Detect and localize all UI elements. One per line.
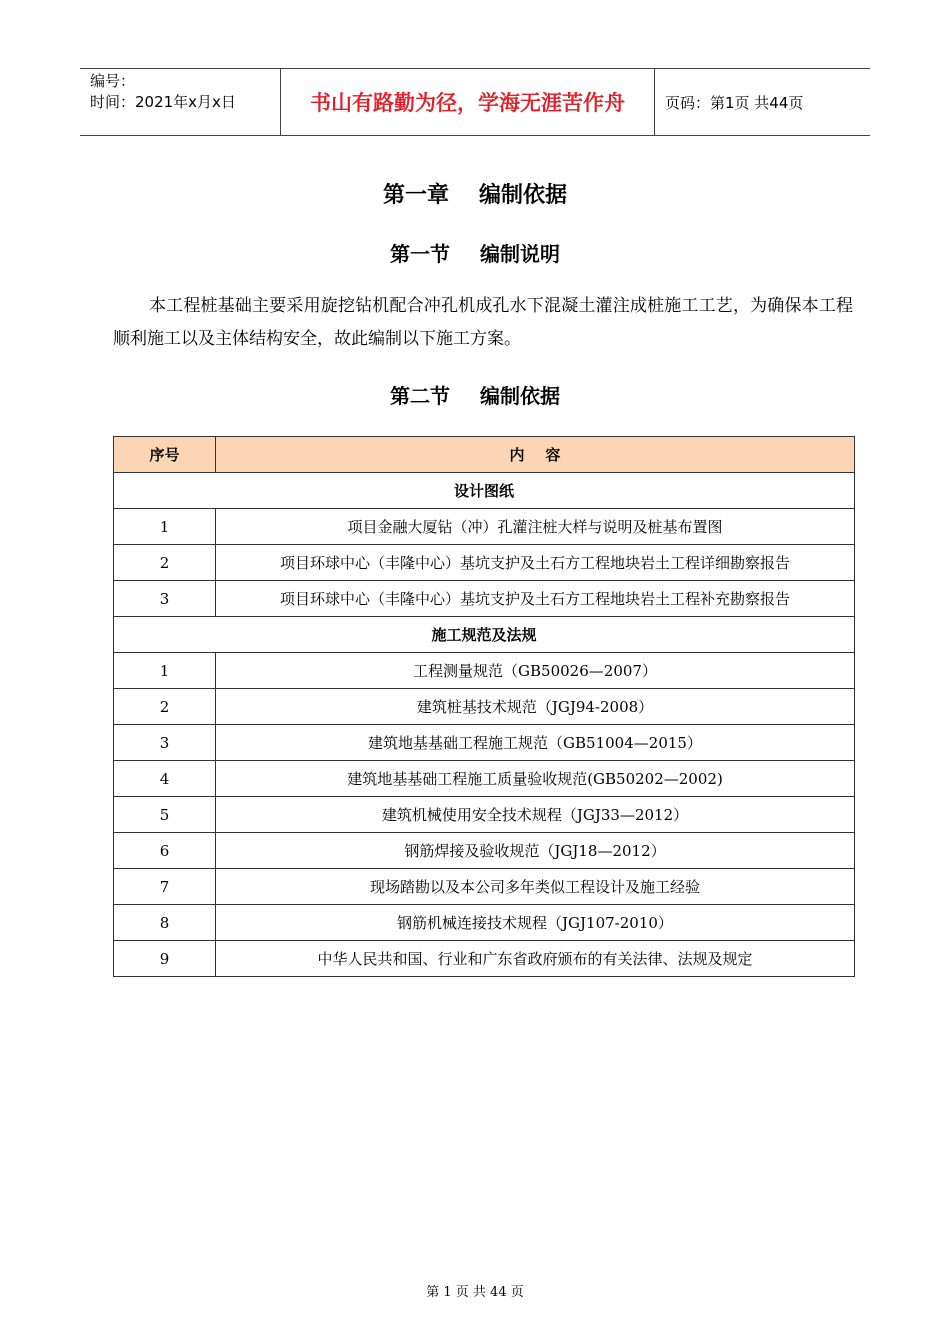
page-header	[80, 68, 870, 136]
table-row	[114, 941, 855, 977]
row-no: 8	[114, 905, 216, 941]
chapter-title	[0, 178, 950, 209]
row-content: 钢筋机械连接技术规程（JGJ107-2010）	[216, 905, 855, 941]
section1-title	[0, 238, 950, 267]
table-row	[114, 509, 855, 545]
header-no: 序号	[114, 437, 216, 473]
section2-title	[0, 380, 950, 409]
page-footer: 第 1 页 共 44 页	[426, 1285, 524, 1300]
row-content: 现场踏勘以及本公司多年类似工程设计及施工经验	[216, 869, 855, 905]
row-content: 建筑桩基技术规范（JGJ94-2008）	[216, 689, 855, 725]
row-content: 建筑地基基础工程施工质量验收规范(GB50202—2002)	[216, 761, 855, 797]
table-row	[114, 689, 855, 725]
table-row	[114, 905, 855, 941]
group-title-row	[114, 617, 855, 653]
row-no: 5	[114, 797, 216, 833]
row-no: 2	[114, 545, 216, 581]
header-number: 编号：	[90, 72, 136, 90]
row-no: 1	[114, 509, 216, 545]
section1-name: 编制说明	[480, 242, 560, 266]
group-title: 设计图纸	[114, 473, 855, 509]
group-title: 施工规范及法规	[114, 617, 855, 653]
table-header-row	[114, 437, 855, 473]
table-row	[114, 725, 855, 761]
table-row	[114, 833, 855, 869]
table-row	[114, 581, 855, 617]
row-content: 工程测量规范（GB50026—2007）	[216, 653, 855, 689]
table-row	[114, 797, 855, 833]
chapter-number: 第一章	[382, 183, 449, 208]
row-no: 3	[114, 725, 216, 761]
row-content: 项目环球中心（丰隆中心）基坑支护及土石方工程地块岩土工程补充勘察报告	[216, 581, 855, 617]
row-no: 7	[114, 869, 216, 905]
table-row	[114, 869, 855, 905]
intro-paragraph: 本工程桩基础主要采用旋挖钻机配合冲孔机成孔水下混凝土灌注成桩施工工艺，为确保本工程顺利施工以及主体结构安全，故此编制以下施工方案。	[113, 296, 853, 349]
section1-number: 第一节	[390, 242, 450, 266]
row-content: 项目环球中心（丰隆中心）基坑支护及土石方工程地块岩土工程详细勘察报告	[216, 545, 855, 581]
header-page-info: 页码：第1页 共44页	[665, 93, 804, 112]
group-title-row	[114, 473, 855, 509]
table-row	[114, 545, 855, 581]
header-meta	[80, 69, 281, 135]
section2-name: 编制依据	[480, 384, 560, 408]
section2-number: 第二节	[390, 384, 450, 408]
row-content: 钢筋焊接及验收规范（JGJ18—2012）	[216, 833, 855, 869]
row-no: 9	[114, 941, 216, 977]
row-content: 中华人民共和国、行业和广东省政府颁布的有关法律、法规及规定	[216, 941, 855, 977]
header-time: 时间：2021年x月x日	[90, 93, 236, 111]
row-no: 6	[114, 833, 216, 869]
row-no: 3	[114, 581, 216, 617]
header-motto: 书山有路勤为径，学海无涯苦作舟	[281, 69, 655, 135]
table-row	[114, 761, 855, 797]
chapter-name: 编制依据	[479, 183, 568, 208]
row-no: 4	[114, 761, 216, 797]
row-no: 2	[114, 689, 216, 725]
row-no: 1	[114, 653, 216, 689]
basis-table	[113, 436, 855, 977]
header-content: 内 容	[216, 437, 855, 473]
table-row	[114, 653, 855, 689]
row-content: 建筑地基基础工程施工规范（GB51004—2015）	[216, 725, 855, 761]
row-content: 建筑机械使用安全技术规程（JGJ33—2012）	[216, 797, 855, 833]
row-content: 项目金融大厦钻（冲）孔灌注桩大样与说明及桩基布置图	[216, 509, 855, 545]
